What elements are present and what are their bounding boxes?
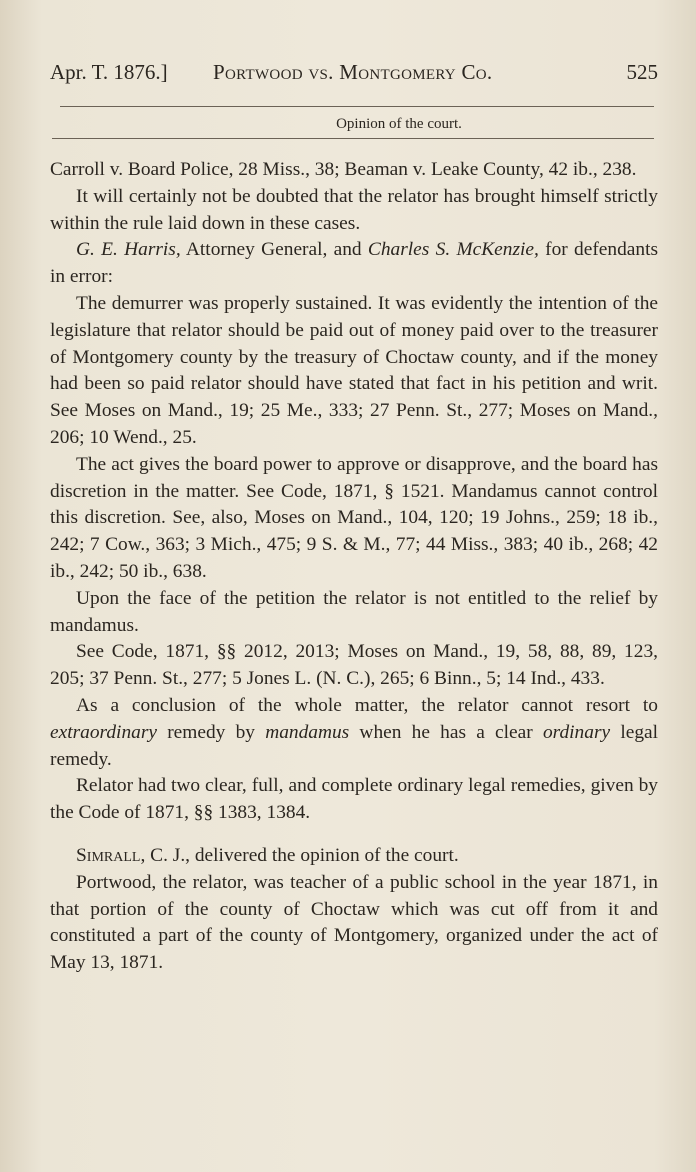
conclusion-em-mandamus: mandamus (265, 721, 350, 743)
paragraph-legal-remedies: Relator had two clear, full, and complete ordinary legal remedies, given by the Code of 1871, §§ 1383, 1384. (50, 775, 658, 824)
section-subheading: Opinion of the court. (336, 116, 462, 132)
conclusion-text-b: remedy by (157, 721, 266, 743)
paragraph-code-citations: See Code, 1871, §§ 2012, 2013; Moses on Mand., 19, 58, 88, 89, 123, 205; 37 Penn. St., 277; 5 Jones L. (N. C.), 265; 6 Binn., 5; 14 Ind., 433. (50, 641, 658, 690)
term-label: Apr. T. 1876.] (50, 60, 168, 84)
case-title: Portwood vs. Montgomery Co. (213, 60, 493, 84)
paragraph-counsel (50, 237, 658, 291)
paragraph-board-discretion: The act gives the board power to approve or disapprove, and the board has discretion in the matter. See Code, 1871, § 1521. Mandamus cannot control this discretion. See, also, Moses on Mand., 104, 120; 19 Johns., 259; 18 ib., 242; 7 Cow., 363; 3 Mich., 475; 9 S. & M., 77; 44 Miss., 383; 40 ib., 268; 42 ib., 242; 50 ib., 638. (50, 453, 658, 582)
running-head (50, 58, 658, 86)
opinion-text (50, 157, 658, 977)
paragraph-demurrer: The demurrer was properly sustained. It was evidently the intention of the legislature that relator should be paid out of money paid over to the treasurer of Montgomery county by the treasury of Choctaw county, and if the money had been so paid relator should have stated that fact in his petition and writ. See Moses on Mand., 19; 25 Me., 333; 27 Penn. St., 277; Moses on Mand., 206; 10 Wend., 25. (50, 292, 658, 448)
counsel-name-harris: G. E. Harris, (76, 239, 181, 261)
conclusion-text-c: when he has a clear (349, 721, 543, 743)
conclusion-text-a: As a conclusion of the whole matter, the relator cannot resort to (76, 694, 658, 716)
paragraph-citations: Carroll v. Board Police, 28 Miss., 38; Beaman v. Leake County, 42 ib., 238. (50, 159, 637, 180)
conclusion-em-extraordinary: extraordinary (50, 721, 157, 743)
header-rule-bottom (52, 138, 654, 139)
counsel-role: for defendants in error: (50, 239, 659, 288)
opinion-delivered-text: delivered the opinion of the court. (190, 844, 459, 866)
judge-name: Simrall, C. J., (76, 844, 191, 866)
paragraph-relator-rule: It will certainly not be doubted that the relator has brought himself strictly within the rule laid down in these cases. (50, 185, 658, 234)
header-rule-top (60, 106, 654, 107)
counsel-text: Attorney General, and (180, 239, 368, 261)
counsel-name-mckenzie: Charles S. McKenzie, (367, 239, 539, 261)
paragraph-conclusion (50, 693, 658, 773)
conclusion-em-ordinary: ordinary (542, 721, 611, 743)
paragraph-facts: Portwood, the relator, was teacher of a public school in the year 1871, in that portion of the county of Choctaw which was cut off from it and constituted a part of the county of Montgomery, organized under the act of May 13, 1871. (50, 871, 658, 974)
paragraph-petition-face: Upon the face of the petition the relator is not entitled to the relief by mandamus. (50, 587, 658, 636)
page-number: 525 (626, 60, 658, 84)
paragraph-opinion-delivered (50, 843, 658, 870)
conclusion-text-d: legal remedy. (50, 721, 659, 770)
